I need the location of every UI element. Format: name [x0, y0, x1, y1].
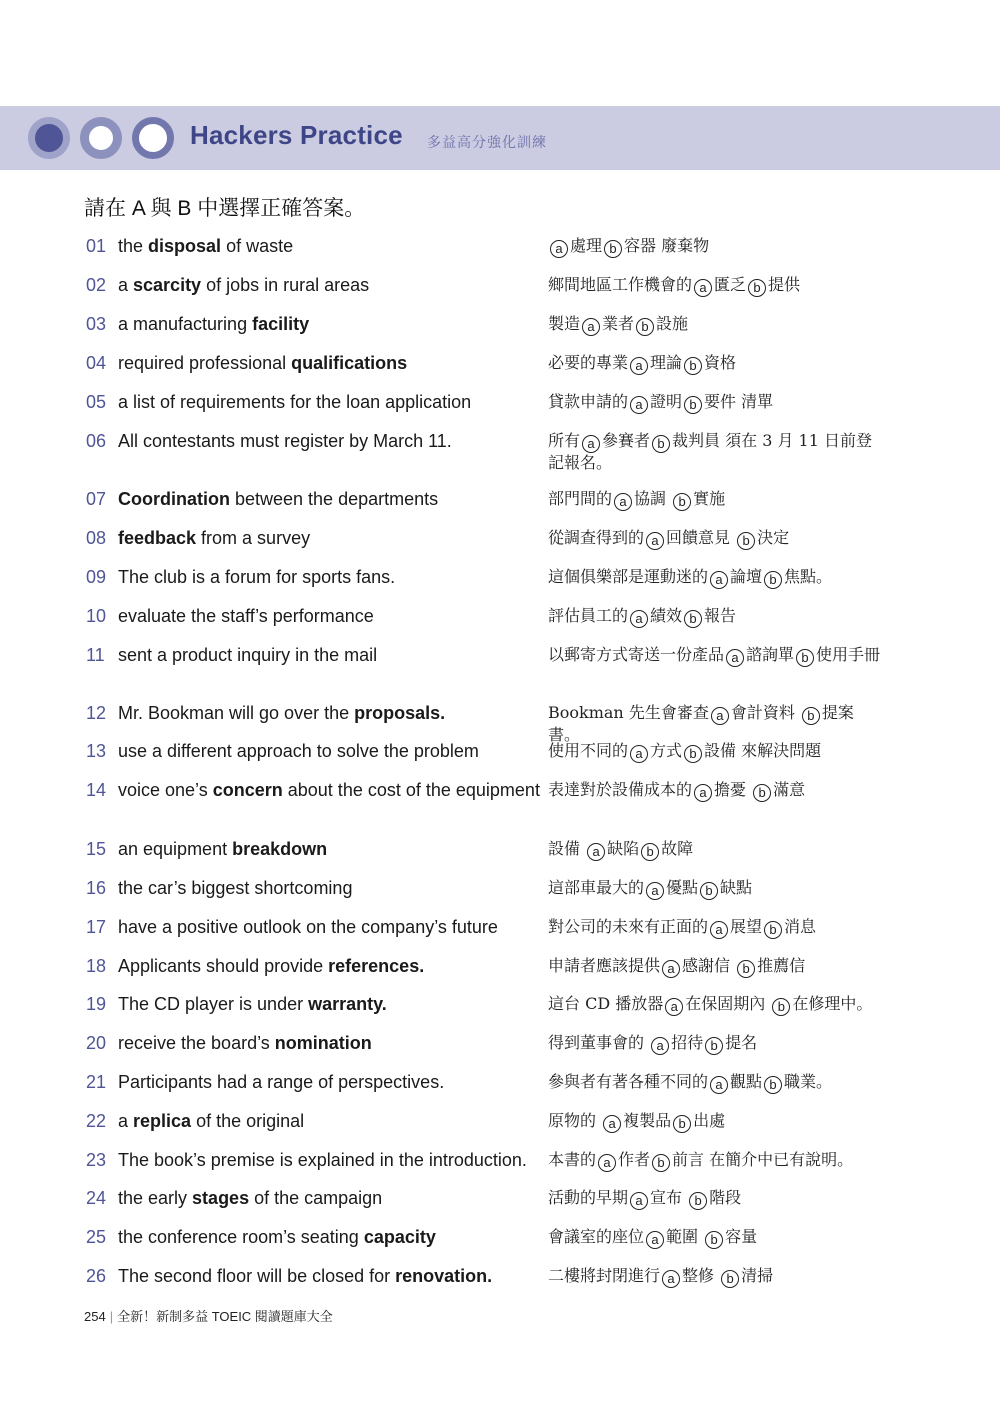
english-phrase: [118, 236, 543, 257]
option-b-icon: b: [604, 240, 622, 258]
phrase-text: have a positive outlook on the company’s future: [118, 917, 498, 937]
keyword: Coordination: [118, 489, 230, 509]
translation-text: 資格: [704, 353, 737, 372]
english-phrase: [118, 314, 543, 335]
question-number: 18: [86, 956, 107, 976]
translation-text: 提案書。: [548, 703, 854, 744]
option-b-icon: b: [705, 1231, 723, 1249]
english-phrase: [118, 1033, 543, 1054]
translation-text: 評估員工的: [548, 606, 629, 625]
translation-text: 整修: [682, 1266, 720, 1285]
option-a-icon: a: [630, 357, 648, 375]
option-a-icon: a: [646, 1231, 664, 1249]
keyword: references.: [328, 956, 425, 976]
translation-text: 設施: [656, 314, 689, 333]
translation-text: 貸款申請的: [548, 392, 629, 411]
chinese-translation: [548, 994, 883, 1016]
translation-text: 報告: [704, 606, 737, 625]
question-number: 10: [86, 606, 107, 626]
translation-text: 績效: [650, 606, 683, 625]
keyword: feedback: [118, 528, 197, 548]
translation-text: 決定: [757, 528, 790, 547]
translation-text: 理論: [650, 353, 683, 372]
translation-text: 製造: [548, 314, 581, 333]
option-b-icon: b: [684, 357, 702, 375]
option-a-icon: a: [630, 1192, 648, 1210]
question-number: 20: [86, 1033, 107, 1053]
keyword: qualifications: [291, 353, 408, 373]
option-b-icon: b: [748, 279, 766, 297]
option-a-icon: a: [646, 882, 664, 900]
question-number: 11: [86, 645, 105, 665]
translation-text: 得到董事會的: [548, 1033, 650, 1052]
section-subtitle: 多益高分強化訓練: [427, 134, 547, 150]
translation-text: 處理: [570, 236, 603, 255]
instruction-text: 請在 A 與 B 中選擇正確答案。: [84, 197, 366, 220]
question-number: 14: [86, 780, 107, 800]
english-phrase: [118, 353, 543, 374]
translation-text: 協調: [634, 489, 672, 508]
option-a-icon: a: [694, 279, 712, 297]
english-phrase: [118, 645, 543, 666]
keyword: scarcity: [133, 275, 202, 295]
translation-text: 實施: [693, 489, 726, 508]
english-phrase: [118, 567, 543, 588]
translation-text: 範圍: [666, 1227, 704, 1246]
translation-text: 參與者有著各種不同的: [548, 1072, 709, 1091]
option-a-icon: a: [630, 745, 648, 763]
option-a-icon: a: [710, 571, 728, 589]
phrase-text: about the cost of the equipment: [282, 780, 540, 800]
keyword: nomination: [274, 1033, 372, 1053]
phrase-text: an equipment: [118, 839, 233, 859]
chinese-translation: [548, 1033, 883, 1055]
option-a-icon: a: [710, 921, 728, 939]
option-a-icon: a: [646, 532, 664, 550]
option-b-icon: b: [753, 784, 771, 802]
option-b-icon: b: [802, 707, 820, 725]
english-phrase: [118, 741, 543, 762]
chinese-translation: [548, 878, 883, 900]
chinese-translation: [548, 741, 883, 763]
page-number: 254: [84, 1309, 106, 1324]
option-b-icon: b: [737, 960, 755, 978]
phrase-text: The club is a forum for sports fans.: [118, 567, 396, 587]
question-number: 24: [86, 1188, 107, 1208]
phrase-text: a list of requirements for the loan application: [118, 392, 472, 412]
question-number: 21: [86, 1072, 107, 1092]
option-b-icon: b: [684, 610, 702, 628]
phrase-text: The CD player is under: [118, 994, 309, 1014]
translation-text: 招待: [671, 1033, 704, 1052]
translation-text: 證明: [650, 392, 683, 411]
phrase-text: from a survey: [196, 528, 311, 548]
question-number: 15: [86, 839, 107, 859]
page-footer: 254 | 全新！新制多益 TOEIC 閱讀題庫大全: [84, 1309, 333, 1324]
translation-text: 使用手冊: [816, 645, 881, 664]
english-phrase: [118, 1266, 543, 1287]
translation-text: 諮詢單: [746, 645, 795, 664]
option-b-icon: b: [684, 396, 702, 414]
translation-text: 觀點: [730, 1072, 763, 1091]
phrase-text: of the original: [191, 1111, 305, 1131]
translation-text: 職業。: [784, 1072, 833, 1091]
translation-text: 回饋意見: [666, 528, 736, 547]
chinese-translation: [548, 431, 883, 473]
question-number: 01: [86, 236, 107, 256]
translation-text: 出處: [693, 1111, 726, 1130]
question-number: 19: [86, 994, 107, 1014]
chinese-translation: [548, 489, 883, 511]
phrase-text: The book’s premise is explained in the introduction.: [118, 1150, 527, 1170]
translation-text: 清掃: [741, 1266, 774, 1285]
question-number: 13: [86, 741, 107, 761]
option-a-icon: a: [587, 843, 605, 861]
chinese-translation: [548, 528, 883, 550]
question-number: 25: [86, 1227, 107, 1247]
option-a-icon: a: [726, 649, 744, 667]
phrase-text: a: [118, 275, 134, 295]
phrase-text: a: [118, 1111, 134, 1131]
translation-text: 這台 CD 播放器: [548, 994, 664, 1013]
english-phrase: [118, 878, 543, 899]
phrase-text: a manufacturing: [118, 314, 253, 334]
option-b-icon: b: [641, 843, 659, 861]
option-a-icon: a: [711, 707, 729, 725]
option-a-icon: a: [630, 610, 648, 628]
translation-text: 本書的: [548, 1150, 597, 1169]
translation-text: 推薦信: [757, 956, 806, 975]
translation-text: 要件 清單: [704, 392, 774, 411]
english-phrase: [118, 839, 543, 860]
translation-text: 設備 來解決問題: [704, 741, 822, 760]
translation-text: 容器 廢棄物: [624, 236, 710, 255]
phrase-text: between the departments: [229, 489, 439, 509]
english-phrase: [118, 703, 543, 724]
translation-text: 活動的早期: [548, 1188, 629, 1207]
english-phrase: [118, 1072, 543, 1093]
option-b-icon: b: [764, 571, 782, 589]
translation-text: 從調查得到的: [548, 528, 645, 547]
chinese-translation: [548, 1111, 883, 1133]
option-b-icon: b: [772, 998, 790, 1016]
chinese-translation: [548, 780, 883, 802]
translation-text: 參賽者: [602, 431, 651, 450]
english-phrase: [118, 606, 543, 627]
book-title: 全新！新制多益 TOEIC 閱讀題庫大全: [117, 1309, 333, 1324]
keyword: replica: [133, 1111, 192, 1131]
option-a-icon: a: [651, 1037, 669, 1055]
phrase-text: Mr. Bookman will go over the: [118, 703, 355, 723]
section-title: Hackers Practice: [190, 120, 403, 150]
phrase-text: Applicants should provide: [118, 956, 329, 976]
phrase-text: Participants had a range of perspectives.: [118, 1072, 445, 1092]
english-phrase: [118, 1188, 543, 1209]
chinese-translation: [548, 1188, 883, 1210]
translation-text: 優點: [666, 878, 699, 897]
chinese-translation: [548, 275, 883, 297]
chinese-translation: [548, 606, 883, 628]
chinese-translation: [548, 645, 883, 667]
translation-text: 滿意: [773, 780, 806, 799]
translation-text: 缺陷: [607, 839, 640, 858]
question-number: 04: [86, 353, 107, 373]
translation-text: 階段: [709, 1188, 742, 1207]
chinese-translation: [548, 917, 883, 939]
translation-text: 方式: [650, 741, 683, 760]
translation-text: 會議室的座位: [548, 1227, 645, 1246]
chinese-translation: [548, 392, 883, 414]
option-b-icon: b: [652, 1154, 670, 1172]
question-number: 17: [86, 917, 107, 937]
english-phrase: [118, 489, 543, 510]
phrase-text: required professional: [118, 353, 292, 373]
phrase-text: sent a product inquiry in the mail: [118, 645, 378, 665]
english-phrase: [118, 994, 543, 1015]
phrase-text: All contestants must register by March 11.: [118, 431, 452, 451]
translation-text: 故障: [661, 839, 694, 858]
translation-text: 對公司的未來有正面的: [548, 917, 709, 936]
english-phrase: [118, 917, 543, 938]
keyword: disposal: [148, 236, 222, 256]
phrase-text: The second floor will be closed for: [118, 1266, 396, 1286]
translation-text: 宣布: [650, 1188, 688, 1207]
option-b-icon: b: [689, 1192, 707, 1210]
translation-text: 提供: [768, 275, 801, 294]
option-a-icon: a: [662, 960, 680, 978]
translation-text: 感謝信: [682, 956, 736, 975]
english-phrase: [118, 1150, 543, 1171]
translation-text: 申請者應該提供: [548, 956, 661, 975]
chinese-translation: [548, 567, 883, 589]
chinese-translation: [548, 956, 883, 978]
question-number: 16: [86, 878, 107, 898]
phrase-text: of jobs in rural areas: [201, 275, 370, 295]
translation-text: 論壇: [730, 567, 763, 586]
question-number: 12: [86, 703, 107, 723]
option-a-icon: a: [614, 493, 632, 511]
chinese-translation: [548, 703, 883, 745]
phrase-text: use a different approach to solve the problem: [118, 741, 479, 761]
dot-icon: [132, 117, 174, 159]
translation-text: 缺點: [720, 878, 753, 897]
phrase-text: receive the board’s: [118, 1033, 275, 1053]
translation-text: 設備: [548, 839, 586, 858]
question-number: 02: [86, 275, 107, 295]
translation-text: 在修理中。: [792, 994, 873, 1013]
translation-text: 會計資料: [730, 703, 800, 722]
option-b-icon: b: [673, 1115, 691, 1133]
question-number: 05: [86, 392, 107, 412]
translation-text: 使用不同的: [548, 741, 629, 760]
question-number: 26: [86, 1266, 107, 1286]
option-a-icon: a: [603, 1115, 621, 1133]
translation-text: 業者: [602, 314, 635, 333]
english-phrase: [118, 392, 543, 413]
english-phrase: [118, 528, 543, 549]
section-banner: [0, 106, 1000, 170]
english-phrase: [118, 431, 543, 452]
english-phrase: [118, 780, 543, 801]
option-b-icon: b: [737, 532, 755, 550]
translation-text: 擔憂: [714, 780, 752, 799]
question-number: 07: [86, 489, 107, 509]
phrase-text: of waste: [221, 236, 294, 256]
translation-text: 在保固期內: [685, 994, 771, 1013]
keyword: proposals.: [354, 703, 446, 723]
option-a-icon: a: [694, 784, 712, 802]
keyword: concern: [212, 780, 283, 800]
option-b-icon: b: [796, 649, 814, 667]
translation-text: 原物的: [548, 1111, 602, 1130]
english-phrase: [118, 275, 543, 296]
keyword: renovation.: [395, 1266, 493, 1286]
chinese-translation: [548, 1150, 883, 1172]
option-a-icon: a: [582, 318, 600, 336]
translation-text: 作者: [618, 1150, 651, 1169]
phrase-text: the conference room’s seating: [118, 1227, 364, 1247]
translation-text: 容量: [725, 1227, 758, 1246]
translation-text: 複製品: [623, 1111, 672, 1130]
phrase-text: evaluate the staff’s performance: [118, 606, 374, 626]
question-number: 06: [86, 431, 107, 451]
translation-text: 這個俱樂部是運動迷的: [548, 567, 709, 586]
phrase-text: the car’s biggest shortcoming: [118, 878, 353, 898]
translation-text: 必要的專業: [548, 353, 629, 372]
english-phrase: [118, 1111, 543, 1132]
translation-text: Bookman 先生會審查: [548, 703, 709, 722]
option-b-icon: b: [721, 1270, 739, 1288]
translation-text: 所有: [548, 431, 581, 450]
chinese-translation: [548, 353, 883, 375]
keyword: stages: [192, 1188, 250, 1208]
keyword: capacity: [363, 1227, 436, 1247]
question-number: 08: [86, 528, 107, 548]
option-b-icon: b: [705, 1037, 723, 1055]
keyword: facility: [252, 314, 310, 334]
option-b-icon: b: [764, 1076, 782, 1094]
phrase-text: the early: [118, 1188, 193, 1208]
chinese-translation: [548, 1227, 883, 1249]
translation-text: 展望: [730, 917, 763, 936]
dot-icon: [80, 117, 122, 159]
dot-icon: [28, 117, 70, 159]
chinese-translation: [548, 1072, 883, 1094]
question-number: 23: [86, 1150, 107, 1170]
translation-text: 二樓將封閉進行: [548, 1266, 661, 1285]
chinese-translation: [548, 839, 883, 861]
phrase-text: of the campaign: [249, 1188, 383, 1208]
option-a-icon: a: [665, 998, 683, 1016]
translation-text: 以郵寄方式寄送一份產品: [548, 645, 725, 664]
keyword: warranty.: [308, 994, 387, 1014]
option-a-icon: a: [598, 1154, 616, 1172]
phrase-text: the: [118, 236, 149, 256]
chinese-translation: [548, 236, 883, 258]
translation-text: 提名: [725, 1033, 758, 1052]
option-b-icon: b: [673, 493, 691, 511]
option-a-icon: a: [550, 240, 568, 258]
translation-text: 鄉間地區工作機會的: [548, 275, 693, 294]
translation-text: 部門間的: [548, 489, 613, 508]
translation-text: 表達對於設備成本的: [548, 780, 693, 799]
option-a-icon: a: [662, 1270, 680, 1288]
question-number: 09: [86, 567, 107, 587]
phrase-text: voice one’s: [118, 780, 213, 800]
option-b-icon: b: [636, 318, 654, 336]
option-b-icon: b: [700, 882, 718, 900]
translation-text: 裁判員 須在 3 月 11 日前登記報名。: [548, 431, 873, 472]
option-b-icon: b: [652, 435, 670, 453]
option-a-icon: a: [630, 396, 648, 414]
english-phrase: [118, 1227, 543, 1248]
keyword: breakdown: [232, 839, 328, 859]
translation-text: 匱乏: [714, 275, 747, 294]
chinese-translation: [548, 314, 883, 336]
translation-text: 焦點。: [784, 567, 833, 586]
option-a-icon: a: [582, 435, 600, 453]
translation-text: 這部車最大的: [548, 878, 645, 897]
translation-text: 消息: [784, 917, 817, 936]
translation-text: 前言 在簡介中已有說明。: [672, 1150, 854, 1169]
option-b-icon: b: [684, 745, 702, 763]
option-a-icon: a: [710, 1076, 728, 1094]
chinese-translation: [548, 1266, 883, 1288]
question-number: 03: [86, 314, 107, 334]
question-number: 22: [86, 1111, 107, 1131]
option-b-icon: b: [764, 921, 782, 939]
english-phrase: [118, 956, 543, 977]
